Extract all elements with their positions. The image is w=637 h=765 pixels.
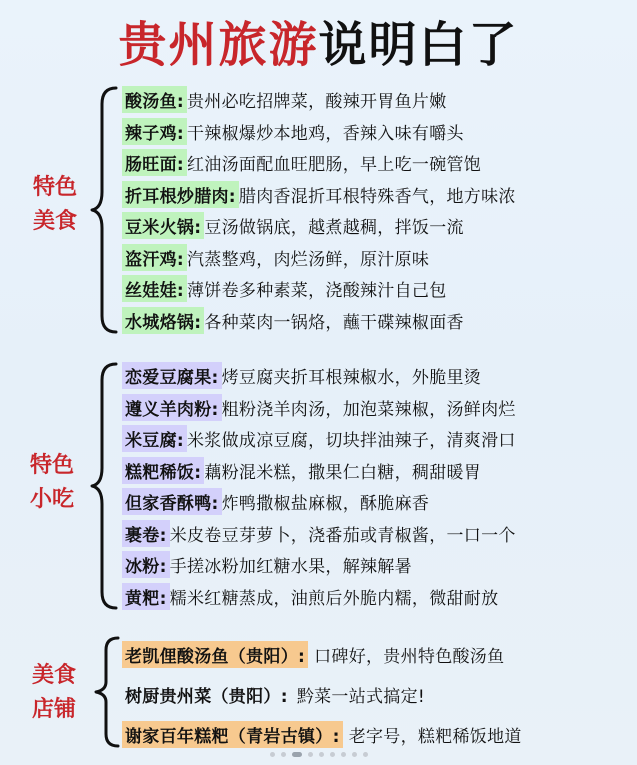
- page-dot[interactable]: [292, 752, 302, 757]
- section-label-shops: [24, 658, 84, 726]
- list-item: [122, 179, 633, 211]
- page-dot[interactable]: [352, 752, 357, 757]
- page-dot[interactable]: [363, 752, 368, 757]
- item-desc: 手搓冰粉加红糖水果，解辣解暑: [169, 557, 412, 578]
- list-item: [122, 392, 633, 424]
- brace-icon: [88, 84, 120, 336]
- list-item: [122, 549, 633, 581]
- item-desc: 烤豆腐夹折耳根辣椒水，外脆里烫: [221, 368, 482, 389]
- item-desc: 米皮卷豆芽萝卜，浇番茄或青椒酱，一口一个: [169, 525, 516, 546]
- item-key: 谢家百年糕粑（青岩古镇）:: [122, 721, 343, 748]
- item-key: 糕粑稀饭:: [122, 457, 204, 484]
- item-key: 冰粉:: [122, 551, 170, 578]
- item-desc: 干辣椒爆炒本地鸡，香辣入味有嚼头: [187, 123, 464, 144]
- item-key: 裹卷:: [122, 520, 170, 547]
- page-dot[interactable]: [330, 752, 335, 757]
- item-key: 树厨贵州菜（贵阳）:: [125, 686, 288, 707]
- item-key: 黄粑:: [122, 583, 170, 610]
- brace-icon: [92, 634, 122, 750]
- item-key: 老凯俚酸汤鱼（贵阳）:: [122, 641, 308, 668]
- list-item: [122, 455, 633, 487]
- list-item: [122, 242, 633, 274]
- section-label-line: 美食: [32, 208, 77, 234]
- item-key: 折耳根炒腊肉:: [122, 181, 239, 208]
- section-label-line: 特色: [32, 174, 77, 200]
- list-item: [122, 116, 633, 148]
- item-desc: 米浆做成凉豆腐，切块拌油辣子，清爽滑口: [187, 431, 516, 452]
- section-label-snacks: [22, 448, 82, 516]
- page-dot[interactable]: [270, 752, 275, 757]
- item-desc: 粗粉浇羊肉汤，加泡菜辣椒，汤鲜肉烂: [221, 399, 516, 420]
- list-item: [122, 423, 633, 455]
- page-dot[interactable]: [319, 752, 324, 757]
- item-key: 豆米火锅:: [122, 212, 204, 239]
- list-item: [122, 273, 633, 305]
- item-key: 肠旺面:: [122, 149, 187, 176]
- item-desc: 各种菜肉一锅烙，蘸干碟辣椒面香: [204, 312, 464, 333]
- list-item: [122, 581, 633, 613]
- list-item: [122, 210, 633, 242]
- item-key: 丝娃娃:: [122, 275, 187, 302]
- item-key: 但家香酥鸭:: [122, 488, 222, 515]
- list-item: [122, 518, 633, 550]
- page-dot[interactable]: [308, 752, 313, 757]
- item-desc: 豆汤做锅底，越煮越稠，拌饭一流: [204, 218, 464, 239]
- page-indicator[interactable]: [0, 752, 637, 757]
- item-desc: 腊肉香混折耳根特殊香气，地方味浓: [238, 186, 516, 207]
- section-label-line: 美食: [31, 662, 76, 688]
- item-key: 辣子鸡:: [122, 118, 187, 145]
- item-key: 遵义羊肉粉:: [122, 394, 222, 421]
- list-item: [122, 674, 633, 714]
- item-desc: 黔菜一站式搞定!: [296, 686, 426, 707]
- item-key: 酸汤鱼:: [122, 86, 187, 113]
- list-item: [122, 360, 633, 392]
- section-label-line: 小吃: [29, 486, 74, 512]
- page-dot[interactable]: [341, 752, 346, 757]
- page-title: [0, 6, 637, 75]
- page-dot[interactable]: [281, 752, 286, 757]
- section-label-line: 店铺: [31, 696, 76, 722]
- item-key: 水城烙锅:: [122, 307, 204, 334]
- list-item: [122, 634, 633, 674]
- item-desc: 老字号，糕粑稀饭地道: [348, 726, 522, 747]
- snack-list: [122, 360, 633, 612]
- brace-icon: [88, 360, 120, 612]
- section-label-line: 特色: [29, 452, 74, 478]
- title-part-dark: 说明白了: [318, 17, 519, 73]
- item-desc: 薄饼卷多种素菜，浇酸辣汁自己包: [187, 281, 447, 302]
- item-key: 米豆腐:: [122, 425, 187, 452]
- section-label-food: [25, 170, 85, 238]
- list-item: [122, 147, 633, 179]
- item-desc: 汽蒸整鸡，肉烂汤鲜，原汁原味: [187, 249, 430, 270]
- item-desc: 贵州必吃招牌菜，酸辣开胃鱼片嫩: [187, 92, 447, 113]
- item-desc: 藕粉混米糕，撒果仁白糖，稠甜暖胃: [204, 462, 482, 483]
- title-part-red: 贵州旅游: [118, 17, 319, 73]
- list-item: [122, 84, 633, 116]
- item-key: 盗汗鸡:: [122, 244, 187, 271]
- item-key: 恋爱豆腐果:: [122, 362, 222, 389]
- list-item: [122, 305, 633, 337]
- item-desc: 红油汤面配血旺肥肠，早上吃一碗管饱: [187, 155, 482, 176]
- shop-list: [122, 634, 633, 754]
- list-item: [122, 714, 633, 754]
- food-list: [122, 84, 633, 336]
- item-desc: 口碑好，贵州特色酸汤鱼: [314, 646, 505, 667]
- item-desc: 糯米红糖蒸成，油煎后外脆内糯，微甜耐放: [169, 588, 499, 609]
- item-desc: 炸鸭撒椒盐麻椒，酥脆麻香: [221, 494, 430, 515]
- list-item: [122, 486, 633, 518]
